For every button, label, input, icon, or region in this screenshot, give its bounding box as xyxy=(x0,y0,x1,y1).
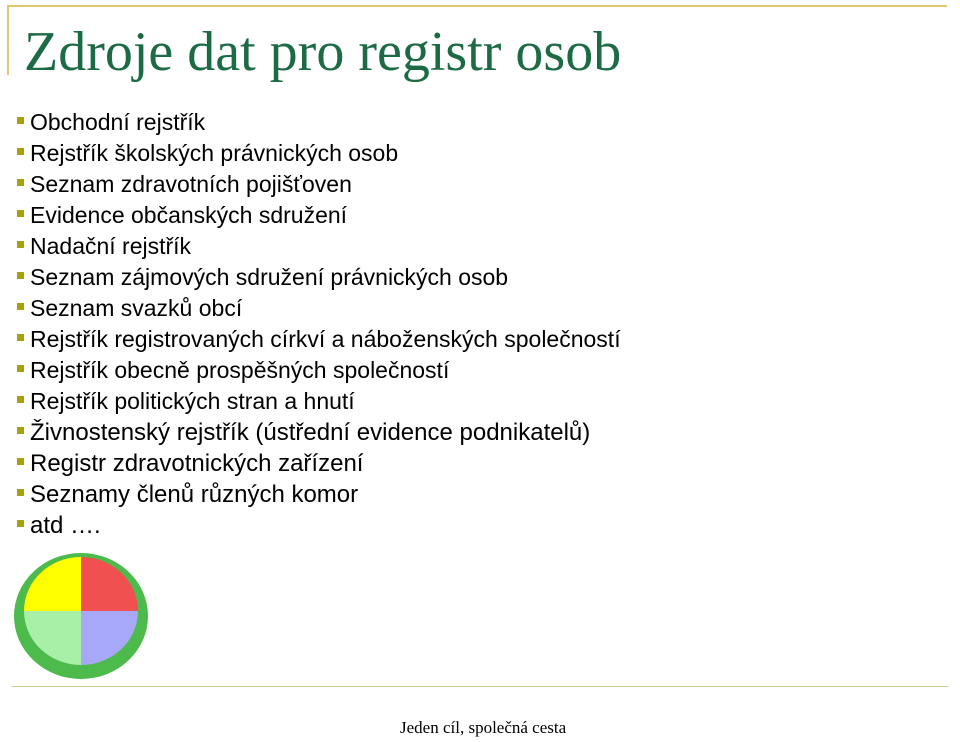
bullet-item xyxy=(17,169,621,200)
bullet-item xyxy=(17,417,621,448)
bullet-item xyxy=(17,107,621,138)
square-bullet-icon xyxy=(17,396,24,403)
square-bullet-icon xyxy=(17,489,24,496)
square-bullet-icon xyxy=(17,365,24,372)
bullet-text: Rejstřík školských právnických osob xyxy=(30,140,399,166)
square-bullet-icon xyxy=(17,303,24,310)
left-accent-rule xyxy=(7,5,9,75)
bullet-text: Seznam zájmových sdružení právnických osob xyxy=(30,264,509,290)
bullet-item xyxy=(17,386,621,417)
square-bullet-icon xyxy=(17,241,24,248)
bullet-text: Evidence občanských sdružení xyxy=(30,202,348,228)
bullet-text: atd …. xyxy=(30,511,101,539)
logo-quadrant-top-right xyxy=(81,557,138,611)
square-bullet-icon xyxy=(17,272,24,279)
bullet-text: Rejstřík obecně prospěšných společností xyxy=(30,357,450,383)
bullet-text: Obchodní rejstřík xyxy=(30,109,206,135)
bullet-text: Živnostenský rejstřík (ústřední evidence podnikatelů) xyxy=(30,418,591,446)
square-bullet-icon xyxy=(17,520,24,527)
square-bullet-icon xyxy=(17,179,24,186)
bullet-text: Rejstřík politických stran a hnutí xyxy=(30,388,355,414)
square-bullet-icon xyxy=(17,334,24,341)
square-bullet-icon xyxy=(17,427,24,434)
bullet-text: Rejstřík registrovaných církví a náboženských společností xyxy=(30,326,621,352)
bullet-text: Seznam zdravotních pojišťoven xyxy=(30,171,352,197)
bullet-text: Nadační rejstřík xyxy=(30,233,192,259)
logo-quadrant-top-left xyxy=(24,557,81,611)
bullet-item xyxy=(17,324,621,355)
square-bullet-icon xyxy=(17,210,24,217)
footer-rule xyxy=(12,686,948,687)
footer-slogan: Jeden cíl, společná cesta xyxy=(400,718,567,737)
bullet-item xyxy=(17,293,621,324)
bullet-text: Seznam svazků obcí xyxy=(30,295,243,321)
quadrant-circle-logo xyxy=(12,550,152,682)
top-accent-rule xyxy=(7,5,947,7)
square-bullet-icon xyxy=(17,458,24,465)
square-bullet-icon xyxy=(17,148,24,155)
bullet-item xyxy=(17,448,621,479)
bullet-item xyxy=(17,138,621,169)
bullet-item xyxy=(17,479,621,510)
slide-title: Zdroje dat pro registr osob xyxy=(24,21,622,83)
square-bullet-icon xyxy=(17,117,24,124)
bullet-text: Registr zdravotnických zařízení xyxy=(30,449,364,477)
bullet-list xyxy=(17,107,621,541)
bullet-item xyxy=(17,355,621,386)
bullet-item xyxy=(17,200,621,231)
bullet-item xyxy=(17,262,621,293)
bullet-item xyxy=(17,510,621,541)
bullet-item xyxy=(17,231,621,262)
bullet-text: Seznamy členů různých komor xyxy=(30,480,359,508)
